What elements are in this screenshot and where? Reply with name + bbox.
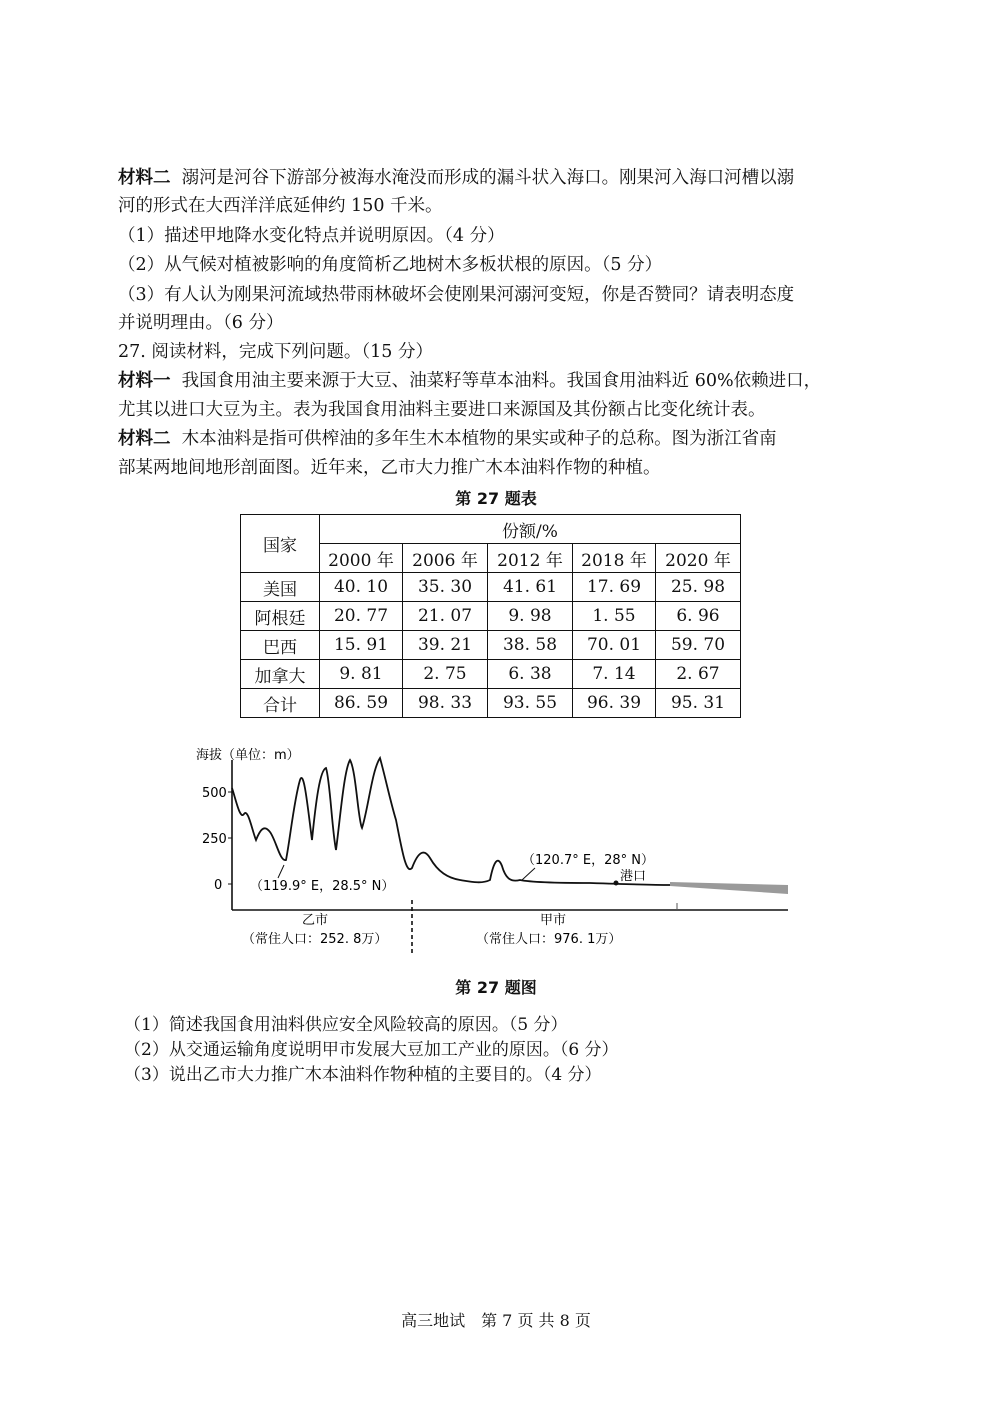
material2-line2: 部某两地间地形剖面图。近年来，乙市大力推广木本油料作物的种植。 bbox=[118, 458, 661, 478]
value-cell: 98. 33 bbox=[403, 689, 488, 718]
value-cell: 93. 55 bbox=[488, 689, 573, 718]
region-population: （常住人口：252. 8万） bbox=[242, 932, 388, 947]
value-cell: 35. 30 bbox=[403, 573, 488, 602]
page-footer: 高三地试 第 7 页 共 8 页 bbox=[401, 1311, 591, 1330]
material1-line1: 材料一 我国食用油主要来源于大豆、油菜籽等草本油料。我国食用油料近 60%依赖进口， bbox=[118, 371, 822, 391]
q26-question-1: （1）描述甲地降水变化特点并说明原因。（4 分） bbox=[118, 226, 505, 246]
value-cell: 6. 38 bbox=[488, 660, 573, 689]
year-header: 2020 年 bbox=[656, 544, 741, 573]
year-header: 2018 年 bbox=[573, 544, 656, 573]
value-cell: 25. 98 bbox=[656, 573, 741, 602]
country-cell: 合计 bbox=[241, 689, 320, 718]
q26-question-3: （3）有人认为刚果河流域热带雨林破坏会使刚果河溺河变短，你是否赞同？请表明态度 bbox=[118, 285, 795, 305]
country-cell: 巴西 bbox=[241, 631, 320, 660]
material1-line2: 尤其以进口大豆为主。表为我国食用油料主要进口来源国及其份额占比变化统计表。 bbox=[118, 400, 766, 420]
year-header: 2012 年 bbox=[488, 544, 573, 573]
material-label: 材料二 bbox=[118, 429, 171, 449]
q27-question-3: （3）说出乙市大力推广木本油料作物种植的主要目的。（4 分） bbox=[124, 1065, 602, 1085]
y-tick-label: 0 bbox=[214, 878, 223, 893]
country-header: 国家 bbox=[241, 515, 320, 573]
value-cell: 41. 61 bbox=[488, 573, 573, 602]
country-cell: 美国 bbox=[241, 573, 320, 602]
port-label: 港口 bbox=[620, 869, 647, 884]
table-row bbox=[241, 573, 741, 602]
value-cell: 20. 77 bbox=[320, 602, 403, 631]
import-share-table bbox=[240, 514, 741, 718]
value-cell: 39. 21 bbox=[403, 631, 488, 660]
value-cell: 9. 98 bbox=[488, 602, 573, 631]
table-row bbox=[241, 631, 741, 660]
right-pointer bbox=[522, 868, 535, 880]
left-pointer bbox=[278, 865, 284, 878]
region-name: 甲市 bbox=[540, 913, 567, 928]
sea-area bbox=[670, 882, 788, 894]
q26-question-2: （2）从气候对植被影响的角度简析乙地树木多板状根的原因。（5 分） bbox=[118, 255, 663, 275]
y-axis-label: 海拔（单位：m） bbox=[196, 748, 300, 763]
material-label: 材料一 bbox=[118, 371, 171, 391]
value-cell: 9. 81 bbox=[320, 660, 403, 689]
value-cell: 2. 75 bbox=[403, 660, 488, 689]
value-cell: 6. 96 bbox=[656, 602, 741, 631]
material2-q26-line1: 材料二 溺河是河谷下游部分被海水淹没而形成的漏斗状入海口。刚果河入海口河槽以溺 bbox=[118, 168, 795, 188]
q27-question-1: （1）简述我国食用油料供应安全风险较高的原因。（5 分） bbox=[124, 1015, 568, 1035]
right-point-label: （120.7° E，28° N） bbox=[522, 853, 654, 868]
value-cell: 40. 10 bbox=[320, 573, 403, 602]
year-header: 2006 年 bbox=[403, 544, 488, 573]
value-cell: 59. 70 bbox=[656, 631, 741, 660]
value-cell: 96. 39 bbox=[573, 689, 656, 718]
value-cell: 21. 07 bbox=[403, 602, 488, 631]
terrain-profile-chart bbox=[190, 740, 800, 955]
port-marker bbox=[614, 881, 619, 886]
material-label: 材料二 bbox=[118, 168, 171, 188]
material2-q26-line2: 河的形式在大西洋洋底延伸约 150 千米。 bbox=[118, 196, 443, 216]
y-tick-label: 500 bbox=[202, 786, 227, 801]
q27-title: 27. 阅读材料，完成下列问题。（15 分） bbox=[118, 342, 433, 362]
q27-question-2: （2）从交通运输角度说明甲市发展大豆加工产业的原因。（6 分） bbox=[124, 1040, 619, 1060]
value-cell: 17. 69 bbox=[573, 573, 656, 602]
value-cell: 15. 91 bbox=[320, 631, 403, 660]
country-cell: 阿根廷 bbox=[241, 602, 320, 631]
q26-question-3-cont: 并说明理由。（6 分） bbox=[118, 313, 284, 333]
value-cell: 70. 01 bbox=[573, 631, 656, 660]
value-cell: 7. 14 bbox=[573, 660, 656, 689]
share-header: 份额/% bbox=[320, 515, 741, 544]
value-cell: 95. 31 bbox=[656, 689, 741, 718]
table-caption: 第 27 题表 bbox=[455, 489, 537, 508]
year-header: 2000 年 bbox=[320, 544, 403, 573]
region-population: （常住人口：976. 1万） bbox=[476, 932, 622, 947]
table-row bbox=[241, 660, 741, 689]
value-cell: 38. 58 bbox=[488, 631, 573, 660]
value-cell: 2. 67 bbox=[656, 660, 741, 689]
figure-caption: 第 27 题图 bbox=[455, 978, 537, 997]
value-cell: 86. 59 bbox=[320, 689, 403, 718]
value-cell: 1. 55 bbox=[573, 602, 656, 631]
region-name: 乙市 bbox=[302, 913, 329, 928]
y-tick-label: 250 bbox=[202, 832, 227, 847]
country-cell: 加拿大 bbox=[241, 660, 320, 689]
material2-line1: 材料二 木本油料是指可供榨油的多年生木本植物的果实或种子的总称。图为浙江省南 bbox=[118, 429, 777, 449]
table-row bbox=[241, 689, 741, 718]
table-row bbox=[241, 602, 741, 631]
left-point-label: （119.9° E，28.5° N） bbox=[250, 879, 395, 894]
